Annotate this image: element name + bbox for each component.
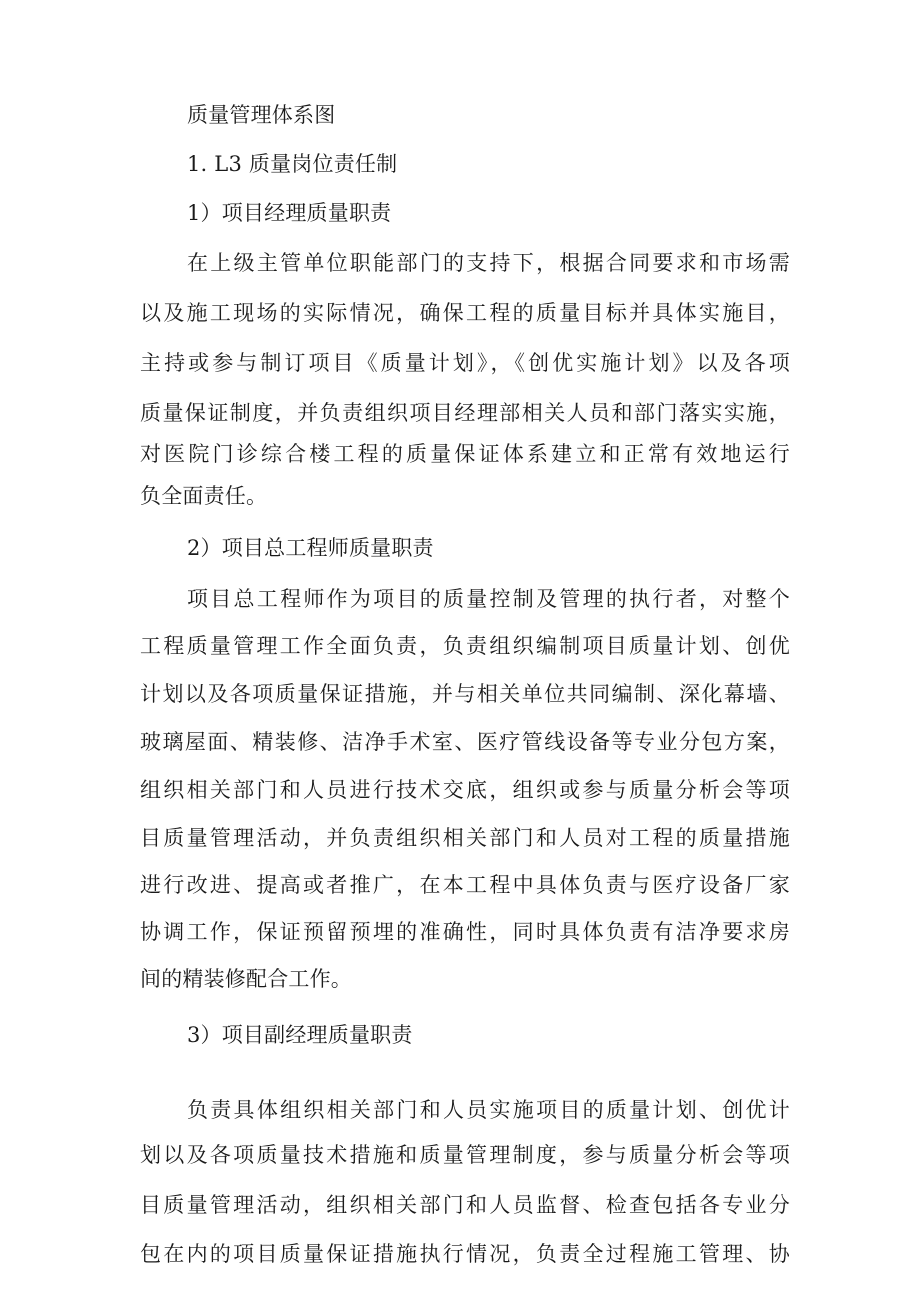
subsection-heading-1: 1）项目经理质量职责: [187, 201, 392, 225]
section-heading: 1. L3 质量岗位责任制: [187, 152, 398, 176]
paragraph-line: 玻璃屋面、精装修、洁净手术室、医疗管线设备等专业分包方案，: [140, 730, 790, 754]
paragraph-line: 主持或参与制订项目《质量计划》，《创优实施计划》以及各项: [140, 351, 790, 375]
paragraph-line: 进行改进、提高或者推广，在本工程中具体负责与医疗设备厂家: [140, 873, 790, 897]
paragraph-line: 负责具体组织相关部门和人员实施项目的质量计划、创优计: [187, 1098, 790, 1122]
paragraph-line: 以及施工现场的实际情况，确保工程的质量目标并具体实施目，: [140, 301, 790, 325]
paragraph-line: 工程质量管理工作全面负责，负责组织编制项目质量计划、创优: [140, 634, 790, 658]
paragraph-line: 间的精装修配合工作。: [140, 967, 352, 991]
paragraph-line: 组织相关部门和人员进行技术交底，组织或参与质量分析会等项: [140, 778, 790, 802]
paragraph-line: 计划以及各项质量保证措施，并与相关单位共同编制、深化幕墙、: [140, 682, 790, 706]
paragraph-line: 包在内的项目质量保证措施执行情况，负责全过程施工管理、协: [140, 1242, 790, 1266]
paragraph-line: 协调工作，保证预留预埋的准确性，同时具体负责有洁净要求房: [140, 920, 790, 944]
paragraph-line: 在上级主管单位职能部门的支持下，根据合同要求和市场需: [187, 251, 790, 275]
subsection-heading-2: 2）项目总工程师质量职责: [187, 536, 434, 560]
paragraph-line: 目质量管理活动，并负责组织相关部门和人员对工程的质量措施: [140, 826, 790, 850]
diagram-title: 质量管理体系图: [187, 103, 336, 127]
paragraph-line: 划以及各项质量技术措施和质量管理制度，参与质量分析会等项: [140, 1143, 790, 1167]
paragraph-line: 项目总工程师作为项目的质量控制及管理的执行者，对整个: [187, 587, 790, 611]
paragraph-line: 质量保证制度，并负责组织项目经理部相关人员和部门落实实施，: [140, 401, 790, 425]
subsection-heading-3: 3）项目副经理质量职责: [187, 1023, 413, 1047]
paragraph-line: 对医院门诊综合楼工程的质量保证体系建立和正常有效地运行: [140, 442, 790, 466]
paragraph-line: 负全面责任。: [140, 484, 268, 508]
paragraph-line: 目质量管理活动，组织相关部门和人员监督、检查包括各专业分: [140, 1193, 790, 1217]
